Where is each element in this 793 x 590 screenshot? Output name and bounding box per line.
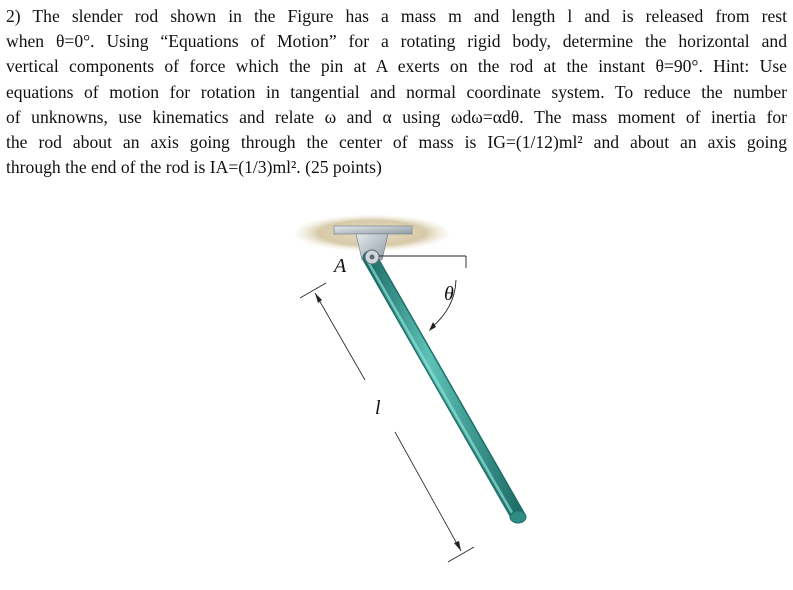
problem-line-2: when θ=0°. Using “Equations of Motion” for a rotating rigid body, determine the horizontal and: [6, 31, 787, 52]
angle-label: θ: [444, 283, 454, 305]
problem-line-1: 2) The slender rod shown in the Figure has a mass m and length l and is released from rest: [6, 6, 787, 26]
problem-line-4: equations of motion for rotation in tangential and normal coordinate system. To reduce the number: [6, 81, 787, 102]
length-dimension: [300, 283, 474, 562]
problem-line-7: through the end of the rod is IA=(1/3)ml². (25 points): [6, 157, 382, 178]
length-label: l: [375, 397, 381, 419]
problem-statement: [6, 4, 787, 180]
problem-line-3: vertical components of force which the pin at A exerts on the rod at the instant θ=90°. Hint: Use: [6, 56, 787, 77]
problem-line-6: the rod about an axis going through the center of mass is IG=(1/12)ml² and about an axis going: [6, 132, 787, 153]
rod-figure: [280, 190, 580, 590]
problem-line-5: of unknowns, use kinematics and relate ω and α using ωdω=αdθ. The mass moment of inertia for: [6, 106, 787, 127]
pin-label: A: [334, 255, 347, 277]
